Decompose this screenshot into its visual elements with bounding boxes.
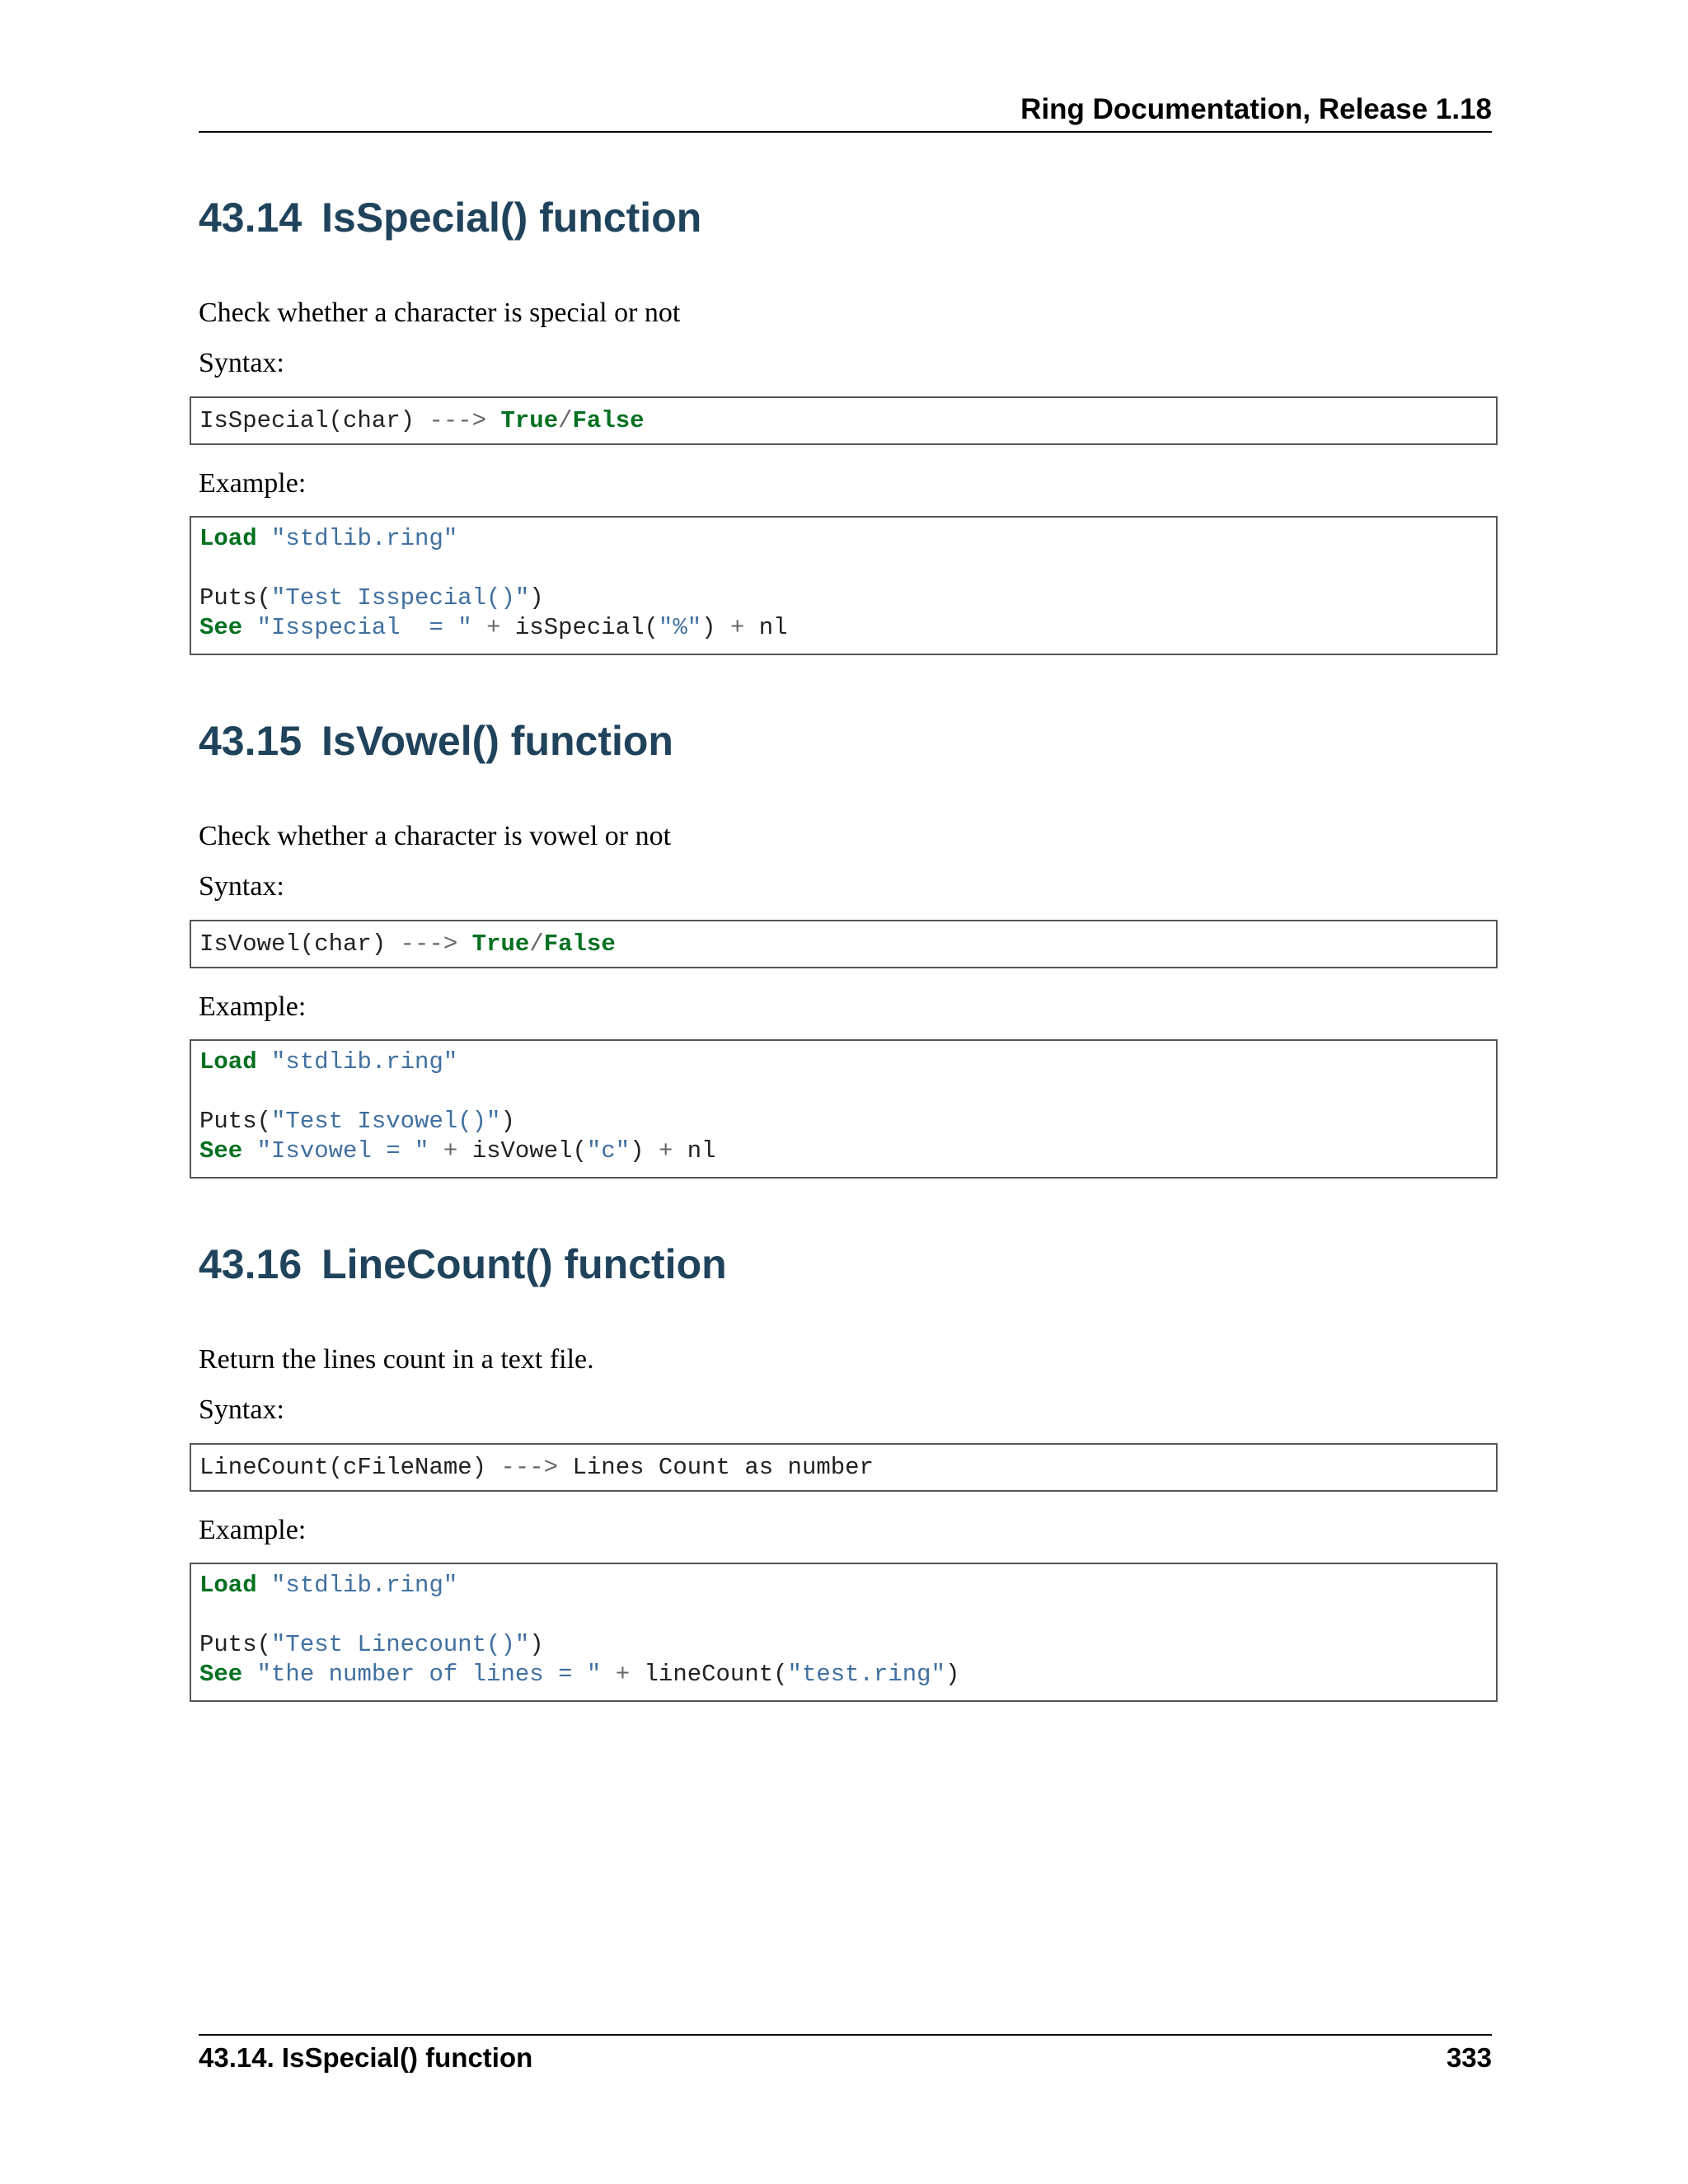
code-line bbox=[199, 930, 1488, 959]
code-token: / bbox=[529, 930, 544, 958]
code-token: ) bbox=[630, 1137, 645, 1165]
code-token: IsSpecial(char) bbox=[199, 407, 429, 434]
code-token: Puts( bbox=[199, 1631, 272, 1658]
code-line bbox=[199, 1630, 1488, 1660]
code-token: / bbox=[558, 407, 573, 434]
code-blank-line bbox=[199, 1601, 1488, 1630]
code-token: Load bbox=[199, 1048, 257, 1076]
code-token: LineCount(cFileName) bbox=[199, 1454, 501, 1481]
code-token: + bbox=[443, 1137, 458, 1165]
code-token: ---> bbox=[429, 407, 487, 434]
section-title: IsVowel() function bbox=[321, 718, 673, 764]
code-token: See bbox=[199, 1137, 243, 1165]
code-token: ---> bbox=[400, 930, 458, 958]
running-footer bbox=[199, 2034, 1492, 2079]
example-code-block bbox=[190, 516, 1498, 655]
code-token: lineCount( bbox=[644, 1661, 788, 1688]
code-token: "the number of lines = " bbox=[256, 1661, 602, 1688]
code-token: "stdlib.ring" bbox=[271, 525, 458, 552]
header-title: Ring Documentation, Release 1.18 bbox=[1020, 93, 1492, 125]
code-token: + bbox=[486, 614, 501, 641]
code-token: See bbox=[199, 1661, 243, 1688]
syntax-label: Syntax: bbox=[199, 1394, 284, 1425]
running-header bbox=[199, 87, 1492, 133]
example-label: Example: bbox=[199, 1515, 307, 1545]
section-isvowel bbox=[199, 701, 1492, 1179]
example-label: Example: bbox=[199, 991, 307, 1022]
code-token: + bbox=[615, 1661, 631, 1688]
code-line bbox=[199, 1571, 1488, 1601]
section-title: IsSpecial() function bbox=[321, 194, 702, 241]
code-token: "Test Isvowel()" bbox=[271, 1108, 501, 1135]
syntax-label: Syntax: bbox=[199, 348, 284, 378]
code-line bbox=[199, 524, 1488, 554]
footer-section-title: 43.14. IsSpecial() function bbox=[199, 2042, 533, 2073]
section-number: 43.14 bbox=[199, 194, 302, 241]
code-token: Lines Count as number bbox=[572, 1454, 874, 1481]
code-line bbox=[199, 583, 1488, 613]
code-token: True bbox=[471, 930, 530, 958]
code-token: True bbox=[500, 407, 559, 434]
code-line bbox=[199, 1107, 1488, 1137]
syntax-code-block bbox=[190, 1443, 1498, 1492]
section-description: Return the lines count in a text file. bbox=[199, 1344, 594, 1375]
page-number: 333 bbox=[1446, 2042, 1492, 2073]
code-token: "Test Linecount()" bbox=[271, 1631, 530, 1658]
code-token: Puts( bbox=[199, 1108, 272, 1135]
code-token: ---> bbox=[500, 1454, 559, 1481]
code-token: "stdlib.ring" bbox=[271, 1572, 458, 1599]
code-token: ) bbox=[945, 1661, 960, 1688]
section-heading bbox=[199, 701, 1492, 780]
code-line bbox=[199, 1047, 1488, 1077]
code-token: "c" bbox=[586, 1137, 631, 1165]
section-number: 43.15 bbox=[199, 718, 302, 764]
code-line bbox=[199, 1453, 1488, 1483]
section-heading bbox=[199, 178, 1492, 257]
code-token: "stdlib.ring" bbox=[271, 1048, 458, 1076]
code-token: See bbox=[199, 614, 243, 641]
code-token: isVowel( bbox=[471, 1137, 587, 1165]
code-token: Load bbox=[199, 1572, 257, 1599]
section-description: Check whether a character is special or not bbox=[199, 298, 681, 328]
code-token: nl bbox=[758, 614, 788, 641]
section-linecount bbox=[199, 1225, 1492, 1702]
section-title: LineCount() function bbox=[321, 1241, 727, 1287]
section-issspecial bbox=[199, 178, 1492, 655]
code-line bbox=[199, 1137, 1488, 1166]
code-token: "Isvowel = " bbox=[256, 1137, 429, 1165]
syntax-code-block bbox=[190, 920, 1498, 968]
example-code-block bbox=[190, 1039, 1498, 1179]
code-token: Load bbox=[199, 525, 257, 552]
code-token: + bbox=[658, 1137, 673, 1165]
code-blank-line bbox=[199, 554, 1488, 583]
syntax-code-block bbox=[190, 396, 1498, 445]
section-description: Check whether a character is vowel or not bbox=[199, 821, 672, 851]
code-token: ) bbox=[701, 614, 716, 641]
code-token: ) bbox=[529, 584, 544, 612]
code-token: "test.ring" bbox=[787, 1661, 945, 1688]
code-blank-line bbox=[199, 1077, 1488, 1107]
section-number: 43.16 bbox=[199, 1241, 302, 1287]
section-heading bbox=[199, 1225, 1492, 1304]
code-token: "%" bbox=[658, 614, 702, 641]
code-token: "Test Isspecial()" bbox=[271, 584, 530, 612]
code-token: Puts( bbox=[199, 584, 272, 612]
code-token: nl bbox=[687, 1137, 716, 1165]
code-token: "Isspecial = " bbox=[256, 614, 472, 641]
example-code-block bbox=[190, 1563, 1498, 1702]
code-token: IsVowel(char) bbox=[199, 930, 401, 958]
code-token: + bbox=[729, 614, 745, 641]
code-token: isSpecial( bbox=[514, 614, 659, 641]
code-line bbox=[199, 1660, 1488, 1690]
code-token: False bbox=[543, 930, 616, 958]
code-line bbox=[199, 613, 1488, 643]
example-label: Example: bbox=[199, 468, 307, 499]
code-token: ) bbox=[500, 1108, 515, 1135]
code-token: ) bbox=[529, 1631, 544, 1658]
code-token: False bbox=[572, 407, 645, 434]
code-line bbox=[199, 406, 1488, 436]
syntax-label: Syntax: bbox=[199, 871, 284, 902]
